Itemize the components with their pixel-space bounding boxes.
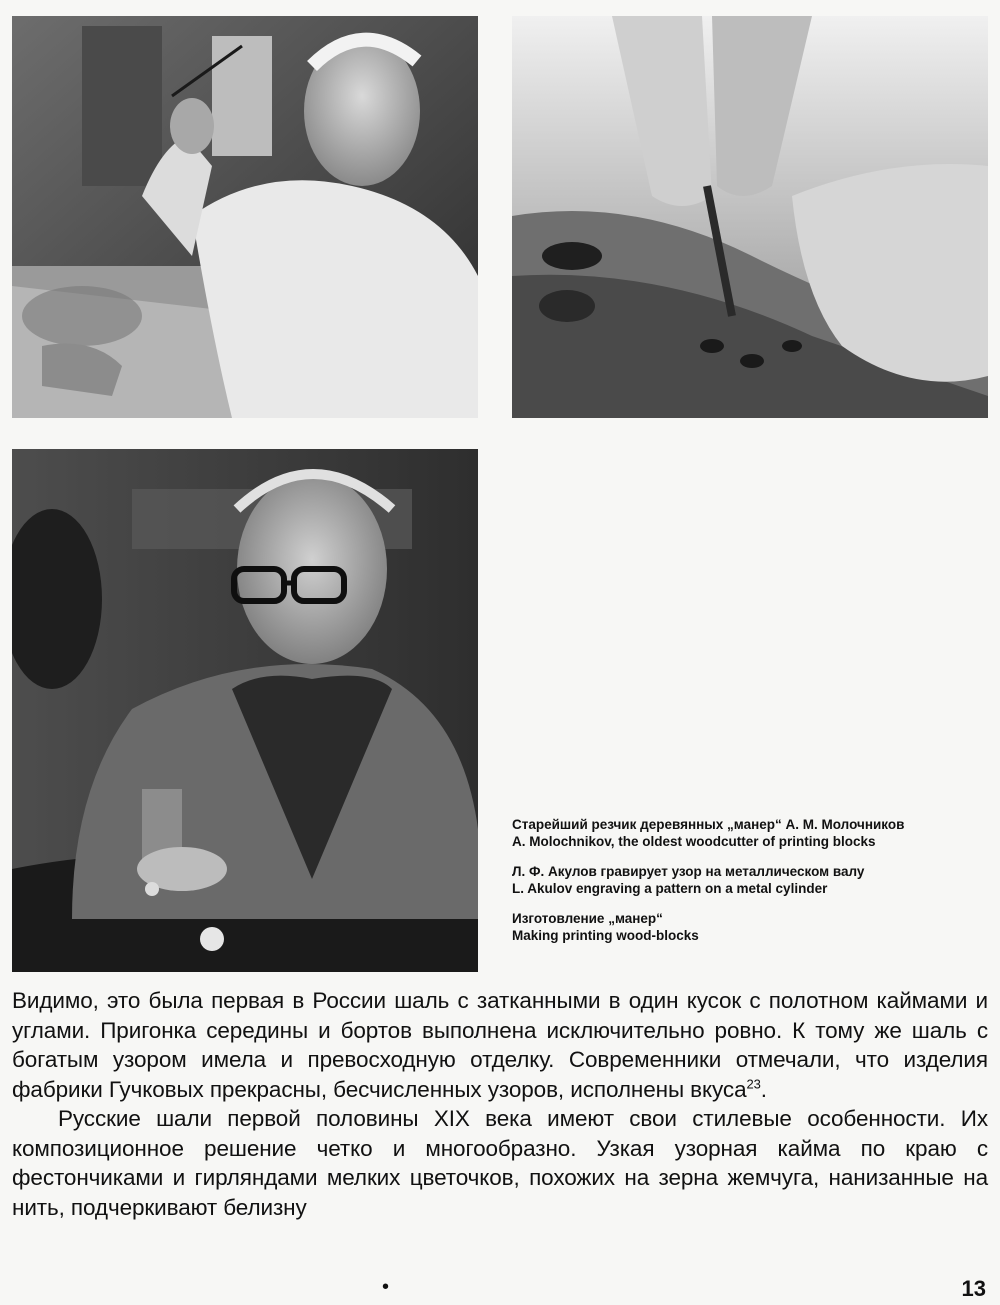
photo-woodcutter — [12, 16, 478, 418]
photo-engraving-hands — [512, 16, 988, 418]
paragraph-2: Русские шали первой половины XIX века имеют свои стилевые особенности. Их композиционное решение четко и многообразно. Узкая узорная кайма по краю с фестончиками и гирляндами мелких цветочков, похожих на зерна жемчуга, нанизанные на нить, подчеркивают белизну — [12, 1106, 988, 1220]
caption-1-ru: Старейший резчик деревянных „манер“ А. М. Молочников — [512, 817, 905, 832]
caption-1-en: A. Molochnikov, the oldest woodcutter of printing blocks — [512, 834, 876, 849]
paragraph-1-text: Видимо, это была первая в России шаль с затканными в один кусок с полотном каймами и углами. Пригонка середины и бортов выполнена исключительно ровно. К тому же шаль с богатым узором имела и превосходную отделку. Современники отмечали, что изделия фабрики Гучковых прекрасны, бесчисленных узоров, исполнены вкуса — [12, 988, 988, 1102]
caption-3-en: Making printing wood-blocks — [512, 928, 699, 943]
caption-3-ru: Изготовление „манер“ — [512, 911, 663, 926]
photo-cylinder-engraver — [12, 449, 478, 972]
body-text — [12, 986, 988, 1222]
footnote-ref: 23 — [746, 1076, 761, 1091]
page-number: 13 — [961, 1276, 986, 1301]
caption-3 — [512, 910, 982, 944]
caption-2 — [512, 863, 982, 897]
photo-captions — [512, 816, 982, 957]
caption-2-ru: Л. Ф. Акулов гравирует узор на металлическом валу — [512, 864, 865, 879]
paragraph-1 — [12, 986, 988, 1104]
caption-1 — [512, 816, 982, 850]
caption-2-en: L. Akulov engraving a pattern on a metal cylinder — [512, 881, 828, 896]
bullet-dot: • — [382, 1276, 390, 1298]
paragraph-1-end: . — [760, 1076, 767, 1102]
